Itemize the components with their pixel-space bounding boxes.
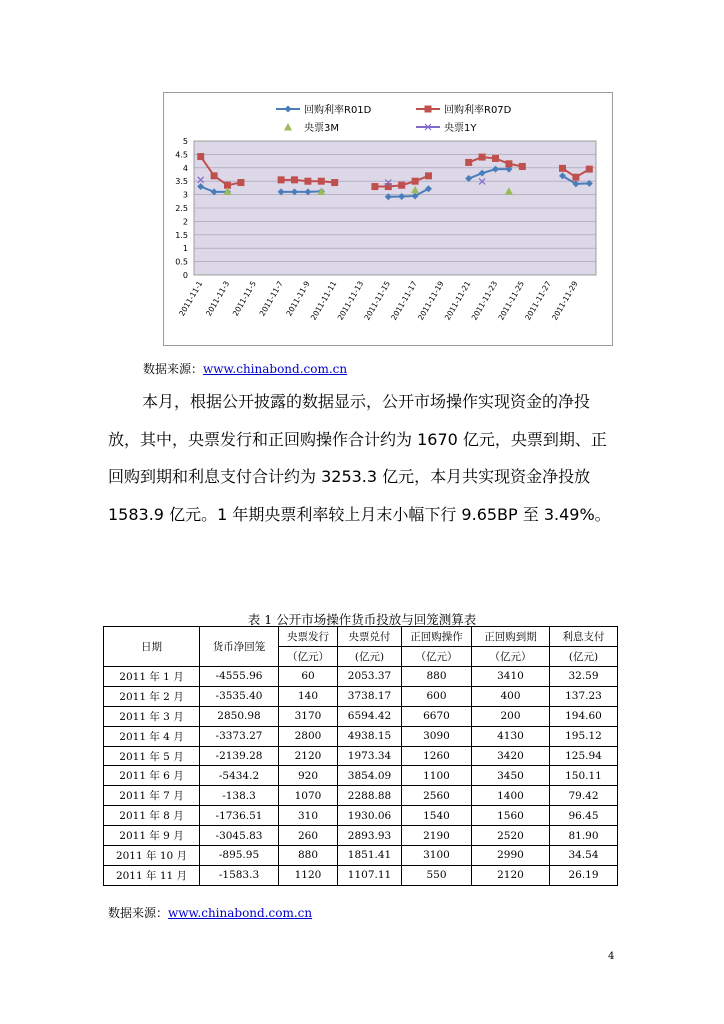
x-tick-label: 2011-11-13 [335, 279, 366, 322]
table-cell: 2190 [402, 826, 472, 846]
series-point-2 [465, 159, 472, 166]
table-cell: 400 [472, 686, 550, 706]
x-tick-label: 2011-11-21 [442, 279, 473, 322]
table-cell: 2011 年 3 月 [104, 706, 200, 726]
series-point-2 [425, 172, 432, 179]
table-header-row-1 [104, 627, 618, 647]
series-point-2 [304, 178, 311, 185]
series-point-2 [519, 163, 526, 170]
series-point-2 [331, 179, 338, 186]
table-cell: 600 [402, 686, 472, 706]
table-cell: 2560 [402, 786, 472, 806]
y-tick-label: 1.5 [175, 230, 188, 240]
table-cell: 1851.41 [338, 846, 402, 866]
series-line-1 [281, 191, 321, 192]
table-cell: 2800 [279, 726, 338, 746]
table-row [104, 686, 618, 706]
header-date: 日期 [104, 627, 200, 667]
series-point-2 [586, 166, 593, 173]
y-tick-label: 0.5 [175, 257, 188, 267]
x-tick-label: 2011-11-7 [257, 279, 285, 318]
y-tick-label: 1 [182, 244, 188, 254]
series-point-2 [197, 153, 204, 160]
table-cell: 4938.15 [338, 726, 402, 746]
header-net-withdrawal: 货币净回笼 [200, 627, 279, 667]
table-cell: 1930.06 [338, 806, 402, 826]
table-cell: 880 [279, 846, 338, 866]
table-cell: 2011 年 2 月 [104, 686, 200, 706]
series-point-2 [479, 154, 486, 161]
y-tick-label: 3.5 [175, 177, 188, 187]
table-cell: 1107.11 [338, 865, 402, 885]
table-cell: 2011 年 1 月 [104, 667, 200, 687]
table-cell: 34.54 [550, 846, 618, 866]
legend-label-2: 回购利率R07D [444, 105, 512, 116]
table-cell: -3045.83 [200, 826, 279, 846]
table-cell: 125.94 [550, 746, 618, 766]
header-bill-issue-unit: （亿元） [279, 647, 338, 667]
table-cell: 2011 年 7 月 [104, 786, 200, 806]
legend-marker-2 [425, 106, 432, 113]
y-tick-label: 3 [182, 190, 188, 200]
table-cell: 2011 年 10 月 [104, 846, 200, 866]
table-row [104, 667, 618, 687]
x-tick-label: 2011-11-9 [284, 279, 312, 318]
series-point-2 [371, 183, 378, 190]
table-cell: 3738.17 [338, 686, 402, 706]
header-repo-op-unit: （亿元） [402, 647, 472, 667]
table-row [104, 786, 618, 806]
table-cell: 880 [402, 667, 472, 687]
x-tick-label: 2011-11-3 [204, 279, 232, 318]
table-cell: 1400 [472, 786, 550, 806]
table-cell: 6670 [402, 706, 472, 726]
table-cell: 2120 [472, 865, 550, 885]
table-cell: 2120 [279, 746, 338, 766]
page-number: 4 [608, 951, 615, 962]
table-cell: 2011 年 4 月 [104, 726, 200, 746]
header-interest-unit: (亿元) [550, 647, 618, 667]
header-interest: 利息支付 [550, 627, 618, 647]
table-cell: -2139.28 [200, 746, 279, 766]
rate-chart-svg [164, 93, 612, 345]
table-cell: 2053.37 [338, 667, 402, 687]
x-tick-label: 2011-11-1 [177, 279, 205, 318]
series-point-2 [385, 183, 392, 190]
table-cell: 1973.34 [338, 746, 402, 766]
table-body [104, 667, 618, 886]
table-cell: 2011 年 6 月 [104, 766, 200, 786]
table-source-label: 数据来源： [108, 906, 169, 920]
table-cell: -1736.51 [200, 806, 279, 826]
header-bill-redeem: 央票兑付 [338, 627, 402, 647]
y-tick-label: 0 [182, 271, 188, 280]
series-point-2 [237, 179, 244, 186]
table-cell: 1070 [279, 786, 338, 806]
header-repo-mature: 正回购到期 [472, 627, 550, 647]
table-cell: 3854.09 [338, 766, 402, 786]
legend-label-4: 央票1Y [444, 123, 477, 134]
table-row [104, 806, 618, 826]
series-point-2 [412, 178, 419, 185]
table-row [104, 826, 618, 846]
table-cell: 26.19 [550, 865, 618, 885]
header-repo-op: 正回购操作 [402, 627, 472, 647]
table-cell: 3450 [472, 766, 550, 786]
y-tick-label: 2.5 [175, 204, 188, 213]
series-point-2 [559, 165, 566, 172]
table-caption: 表 1 公开市场操作货币投放与回笼测算表 [247, 612, 477, 627]
table-row [104, 706, 618, 726]
legend-label-3: 央票3M [304, 123, 339, 134]
table-row [104, 726, 618, 746]
y-tick-label: 4.5 [175, 150, 188, 160]
x-tick-label: 2011-11-29 [550, 279, 580, 322]
legend-marker-3 [284, 123, 292, 131]
table-cell: 2011 年 11 月 [104, 865, 200, 885]
table-cell: 2520 [472, 826, 550, 846]
table-cell: 3420 [472, 746, 550, 766]
table-cell: 2850.98 [200, 706, 279, 726]
series-point-2 [278, 176, 285, 183]
series-point-2 [318, 178, 325, 185]
table-cell: 194.60 [550, 706, 618, 726]
header-repo-mature-unit: （亿元） [472, 647, 550, 667]
table-cell: -5434.2 [200, 766, 279, 786]
x-tick-label: 2011-11-11 [308, 279, 339, 322]
table-cell: 1100 [402, 766, 472, 786]
table-cell: 1560 [472, 806, 550, 826]
money-supply-table [103, 626, 618, 886]
legend-marker-1 [285, 106, 292, 113]
table-cell: 3100 [402, 846, 472, 866]
table-cell: -3535.40 [200, 686, 279, 706]
table-cell: 550 [402, 865, 472, 885]
table-row [104, 766, 618, 786]
legend-label-1: 回购利率R01D [304, 105, 372, 116]
table-row [104, 746, 618, 766]
table-cell: 79.42 [550, 786, 618, 806]
y-tick-label: 4 [182, 163, 188, 173]
table-cell: 96.45 [550, 806, 618, 826]
table-cell: 32.59 [550, 667, 618, 687]
table-cell: 2011 年 8 月 [104, 806, 200, 826]
table-cell: 195.12 [550, 726, 618, 746]
table-cell: 2011 年 9 月 [104, 826, 200, 846]
table-cell: 1540 [402, 806, 472, 826]
header-bill-redeem-unit: (亿元) [338, 647, 402, 667]
table-cell: 3090 [402, 726, 472, 746]
table-cell: -138.3 [200, 786, 279, 806]
table-cell: 2893.93 [338, 826, 402, 846]
table-cell: 4130 [472, 726, 550, 746]
table-cell: 137.23 [550, 686, 618, 706]
table-cell: -3373.27 [200, 726, 279, 746]
table-cell: 6594.42 [338, 706, 402, 726]
table-cell: 200 [472, 706, 550, 726]
body-paragraph-text: 本月，根据公开披露的数据显示，公开市场操作实现资金的净投放，其中，央票发行和正回购操作合计约为 1670 亿元，央票到期、正回购到期和利息支付合计约为 3253.3 亿元，本月共实现资金净投放 1583.9 亿元。1 年期央票利率较上月末小幅下行 9.65BP 至 3.49%。 [108, 392, 611, 524]
table-cell: 310 [279, 806, 338, 826]
table-cell: 150.11 [550, 766, 618, 786]
table-cell: -895.95 [200, 846, 279, 866]
x-tick-label: 2011-11-19 [416, 279, 446, 322]
y-tick-label: 2 [182, 217, 188, 227]
table-cell: 1260 [402, 746, 472, 766]
table-source [108, 904, 312, 921]
rate-chart [163, 92, 613, 346]
table-cell: 1120 [279, 865, 338, 885]
series-point-2 [398, 182, 405, 189]
series-point-2 [291, 176, 298, 183]
table-cell: 2990 [472, 846, 550, 866]
chart-source [143, 360, 347, 377]
table-cell: 2011 年 5 月 [104, 746, 200, 766]
x-tick-label: 2011-11-5 [230, 279, 259, 318]
chart-source-label: 数据来源： [143, 362, 204, 376]
chart-source-link[interactable]: www.chinabond.com.cn [203, 362, 348, 376]
table-cell: -1583.3 [200, 865, 279, 885]
x-tick-label: 2011-11-17 [389, 279, 419, 322]
table-cell: 140 [279, 686, 338, 706]
series-point-2 [505, 160, 512, 167]
table-cell: 3170 [279, 706, 338, 726]
x-tick-label: 2011-11-25 [496, 279, 527, 322]
body-paragraph [108, 383, 620, 533]
table-cell: 3410 [472, 667, 550, 687]
table-row [104, 846, 618, 866]
x-tick-label: 2011-11-27 [523, 279, 553, 322]
table-row [104, 865, 618, 885]
series-point-2 [492, 155, 499, 162]
x-tick-label: 2011-11-15 [362, 279, 393, 322]
x-tick-label: 2011-11-23 [469, 279, 500, 322]
table-cell: 81.90 [550, 826, 618, 846]
table-cell: 260 [279, 826, 338, 846]
series-point-2 [211, 172, 218, 179]
y-tick-label: 5 [182, 137, 188, 146]
table-cell: 920 [279, 766, 338, 786]
table-cell: 2288.88 [338, 786, 402, 806]
table-cell: 60 [279, 667, 338, 687]
header-bill-issue: 央票发行 [279, 627, 338, 647]
series-point-2 [572, 174, 579, 181]
table-source-link[interactable]: www.chinabond.com.cn [168, 906, 313, 920]
table-cell: -4555.96 [200, 667, 279, 687]
